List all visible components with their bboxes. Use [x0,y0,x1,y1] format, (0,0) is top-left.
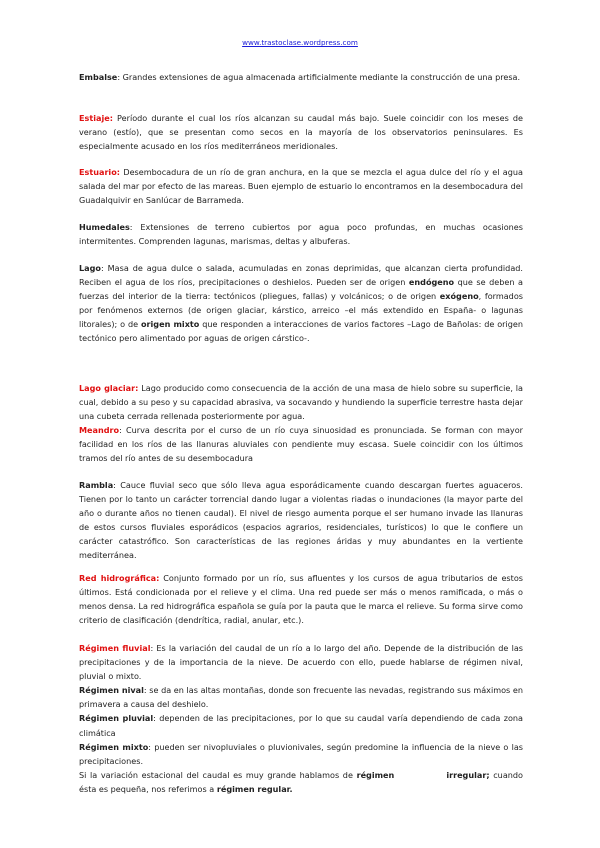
term: Rambla [79,480,114,490]
definition: : dependen de las precipitaciones, por lo que su caudal varía dependiendo de cada zona climática [79,713,523,738]
definition: : Es la variación del caudal de un río a lo largo del año. Depende de la distribución de las precipitaciones y de la importancia de la nieve. De acuerdo con ello, puede hablarse de régimen nival, pluvial o mixto. [79,643,523,682]
definition: : Cauce fluvial seco que sólo lleva agua esporádicamente cuando descargan fuertes aguaceros. Tienen por lo tanto un carácter torrencial dando lugar a violentas riadas o inundaciones (la mayor parte del año o durante años no tienen caudal). El nivel de riesgo aumenta porque el ser humano invade las llanuras de estos cursos fluviales esporádicos (espacios agrarios, residenciales, turísticos) lo que le confiere un carácter catastrófico. Son características de las regiones áridas y muy abundantes en la vertiente mediterránea. [79,480,523,561]
subterm: Régimen mixto [79,741,149,752]
definition: : Extensiones de terreno cubiertos por agua poco profundas, en muchas ocasiones intermitentes. Comprenden lagunas, marismas, deltas y albuferas. [79,222,523,247]
entry-estuario [79,165,523,207]
definition: : pueden ser nivopluviales o pluvionivales, según predomine la influencia de la nieve o las precipitaciones. [79,741,523,766]
keyword: régimen regular. [216,783,293,794]
term: Red hidrográfica: [79,573,160,583]
definition-part: Si la variación estacional del caudal es muy grande hablamos de [79,769,357,780]
term: Estuario: [79,167,121,177]
definition: Período durante el cual los ríos alcanzan su caudal más bajo. Suele coincidir con los meses de verano (estío), que se presentan como secos en la mayoría de los observatorios peninsulares. Es especialmente acusado en los ríos mediterráneos meridionales. [79,113,523,152]
definition: : se da en las altas montañas, donde son frecuente las nevadas, registrando sus máximos en primavera a causa del deshielo. [79,685,523,710]
keyword: irregular; [446,769,490,780]
keyword: exógeno [439,291,479,302]
subterm: Régimen pluvial [79,713,154,724]
definition: : Curva descrita por el curso de un río cuya sinuosidad es pronunciada. Se forman con mayor facilidad en los ríos de las llanuras aluviales con pendiente muy escasa. Suele coincidir con los últimos tramos del río antes de su desembocadura [79,425,523,464]
term: Lago glaciar: [79,383,139,393]
keyword: endógeno [408,277,455,288]
entry-meandro [79,423,523,465]
definition-part: , formados por fenómenos externos (de origen glaciar, kárstico, arreico –el más extendido en España- o lagunas litorales); o de [79,291,523,330]
definition: : Grandes extensiones de agua almacenada artificialmente mediante la construcción de una presa. [117,72,521,82]
entry-regimen-fluvial [79,641,523,796]
term: Embalse [79,72,118,82]
term: Estiaje: [79,113,113,123]
entry-red-hidrografica [79,571,523,627]
subterm: Régimen nival [79,685,144,696]
entry-lago-glaciar [79,381,523,423]
keyword: origen mixto [140,319,200,330]
definition-part: que se deben a fuerzas del interior de la tierra: tectónicos (pliegues, fallas) y volcánicos; o de origen [79,277,523,302]
page-header [0,38,600,47]
term: Meandro [79,425,120,435]
definition-part: : Masa de agua dulce o salada, acumuladas en zonas deprimidas, que alcanzan cierta profundidad. Reciben el agua de los ríos, precipitaciones o deshielos. Pueden ser de origen [79,263,523,288]
entry-embalse [79,70,523,84]
entry-rambla [79,478,523,563]
definition: Conjunto formado por un río, sus afluentes y los cursos de agua tributarios de estos últimos. Está condicionada por el relieve y el clima. Una red puede ser más o menos ramificada, o más o menos densa. La red hidrográfica española se guía por la pauta que le marca el relieve. Su forma sirve como criterio de clasificación (dendrítica, radial, anular, etc.). [79,573,523,626]
keyword: régimen [356,769,395,780]
definition: Desembocadura de un río de gran anchura, en la que se mezcla el agua dulce del río y el agua salada del mar por efecto de las mareas. Buen ejemplo de estuario lo encontramos en la desembocadura del Guadalquivir en Sanlúcar de Barrameda. [79,167,523,206]
entry-lago [79,261,523,346]
entry-humedales [79,220,523,248]
definition: Lago producido como consecuencia de la acción de una masa de hielo sobre su superficie, la cual, debido a su peso y su capacidad abrasiva, va socavando y hundiendo la superficie terrestre hasta dejar una cubeta cerrada rellenada posteriormente por agua. [79,383,523,422]
definition-part: que responden a interacciones de varios factores –Lago de Bañolas: de origen tectónico pero alimentado por aguas de origen cárstico-. [79,319,523,344]
site-url-link[interactable]: www.trastoclase.wordpress.com [242,38,358,47]
term: Régimen fluvial [79,643,151,653]
term: Lago [79,263,101,273]
entry-estiaje [79,111,523,153]
term: Humedales [79,222,130,232]
definition-part: cuando ésta es pequeña, nos referimos a [79,769,523,794]
